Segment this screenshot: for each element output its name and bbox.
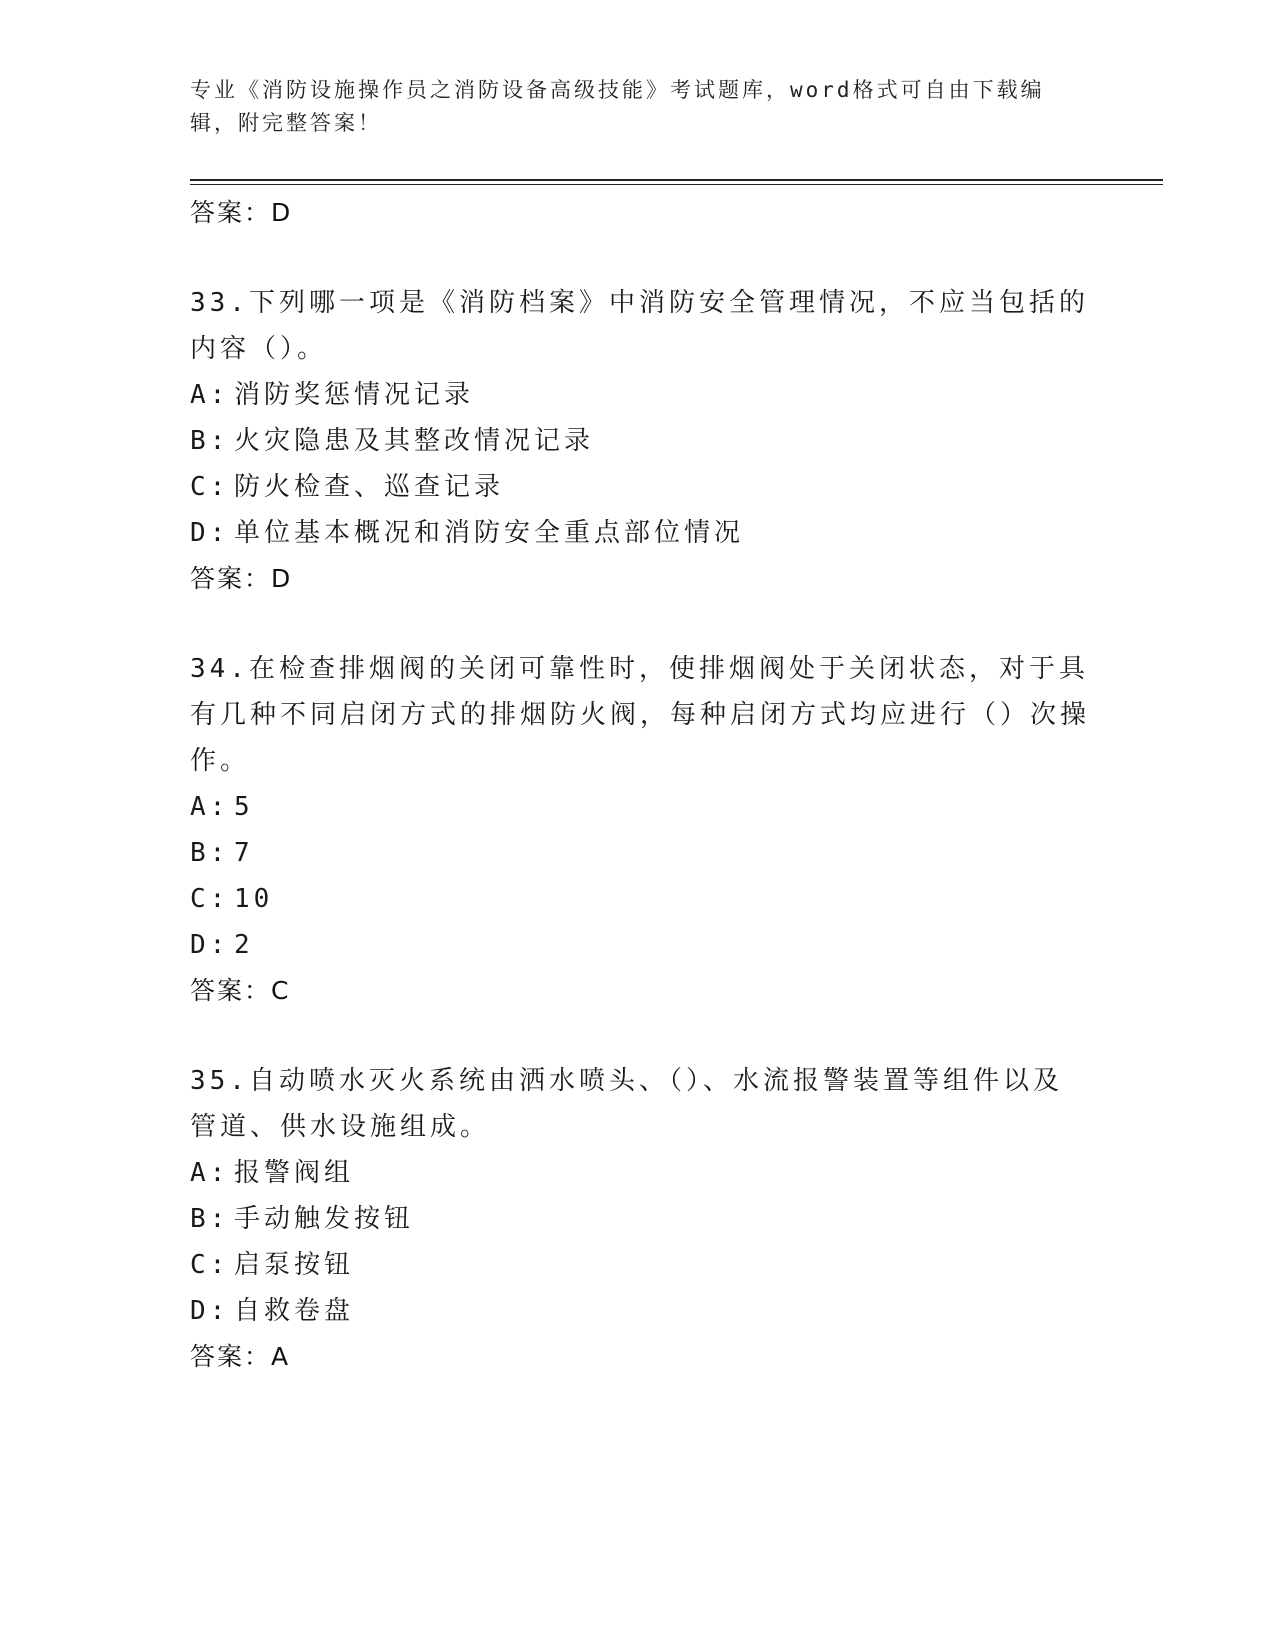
option-letter: A: xyxy=(190,380,230,410)
option-letter: A: xyxy=(190,792,230,822)
option-text: 2 xyxy=(234,930,254,960)
option-c xyxy=(190,876,1090,922)
question-35 xyxy=(190,1058,1090,1380)
option-b xyxy=(190,418,1090,464)
option-letter: A: xyxy=(190,1158,230,1188)
option-d xyxy=(190,1288,1090,1334)
question-33 xyxy=(190,280,1090,602)
option-text: 7 xyxy=(234,838,254,868)
option-text: 防火检查、巡查记录 xyxy=(234,472,505,502)
option-letter: D: xyxy=(190,518,230,548)
option-letter: D: xyxy=(190,930,230,960)
option-c xyxy=(190,464,1090,510)
option-text: 消防奖惩情况记录 xyxy=(234,380,475,410)
option-letter: B: xyxy=(190,1204,230,1234)
option-text: 自救卷盘 xyxy=(234,1296,355,1326)
question-content xyxy=(190,190,1090,1380)
option-d xyxy=(190,510,1090,556)
option-text: 10 xyxy=(234,884,274,914)
option-letter: C: xyxy=(190,884,230,914)
option-b xyxy=(190,830,1090,876)
option-text: 报警阀组 xyxy=(234,1158,355,1188)
question-34 xyxy=(190,646,1090,1014)
option-a xyxy=(190,784,1090,830)
option-c xyxy=(190,1242,1090,1288)
page-header-text: 专业《消防设施操作员之消防设备高级技能》考试题库，word格式可自由下载编辑，附完整答案！ xyxy=(190,78,1045,135)
option-d xyxy=(190,922,1090,968)
question-text: 33.下列哪一项是《消防档案》中消防安全管理情况，不应当包括的内容（）。 xyxy=(190,288,1089,364)
option-letter: C: xyxy=(190,472,230,502)
option-text: 火灾隐患及其整改情况记录 xyxy=(234,426,595,456)
option-text: 单位基本概况和消防安全重点部位情况 xyxy=(234,518,745,548)
option-a xyxy=(190,1150,1090,1196)
option-letter: B: xyxy=(190,838,230,868)
option-a xyxy=(190,372,1090,418)
option-letter: C: xyxy=(190,1250,230,1280)
option-b xyxy=(190,1196,1090,1242)
question-text: 34.在检查排烟阀的关闭可靠性时，使排烟阀处于关闭状态，对于具有几种不同启闭方式的排烟防火阀，每种启闭方式均应进行（）次操作。 xyxy=(190,654,1091,776)
previous-answer: 答案：D xyxy=(190,198,293,227)
question-text: 35.自动喷水灭火系统由洒水喷头、（）、水流报警装置等组件以及管道、供水设施组成。 xyxy=(190,1066,1063,1142)
answer: 答案：C xyxy=(190,976,291,1005)
option-text: 5 xyxy=(234,792,254,822)
answer: 答案：A xyxy=(190,1342,291,1371)
header-rule-thick xyxy=(190,179,1163,181)
option-letter: B: xyxy=(190,426,230,456)
option-text: 手动触发按钮 xyxy=(234,1204,415,1234)
header-rule-thin xyxy=(190,184,1163,185)
answer: 答案：D xyxy=(190,564,293,593)
option-letter: D: xyxy=(190,1296,230,1326)
option-text: 启泵按钮 xyxy=(234,1250,355,1280)
